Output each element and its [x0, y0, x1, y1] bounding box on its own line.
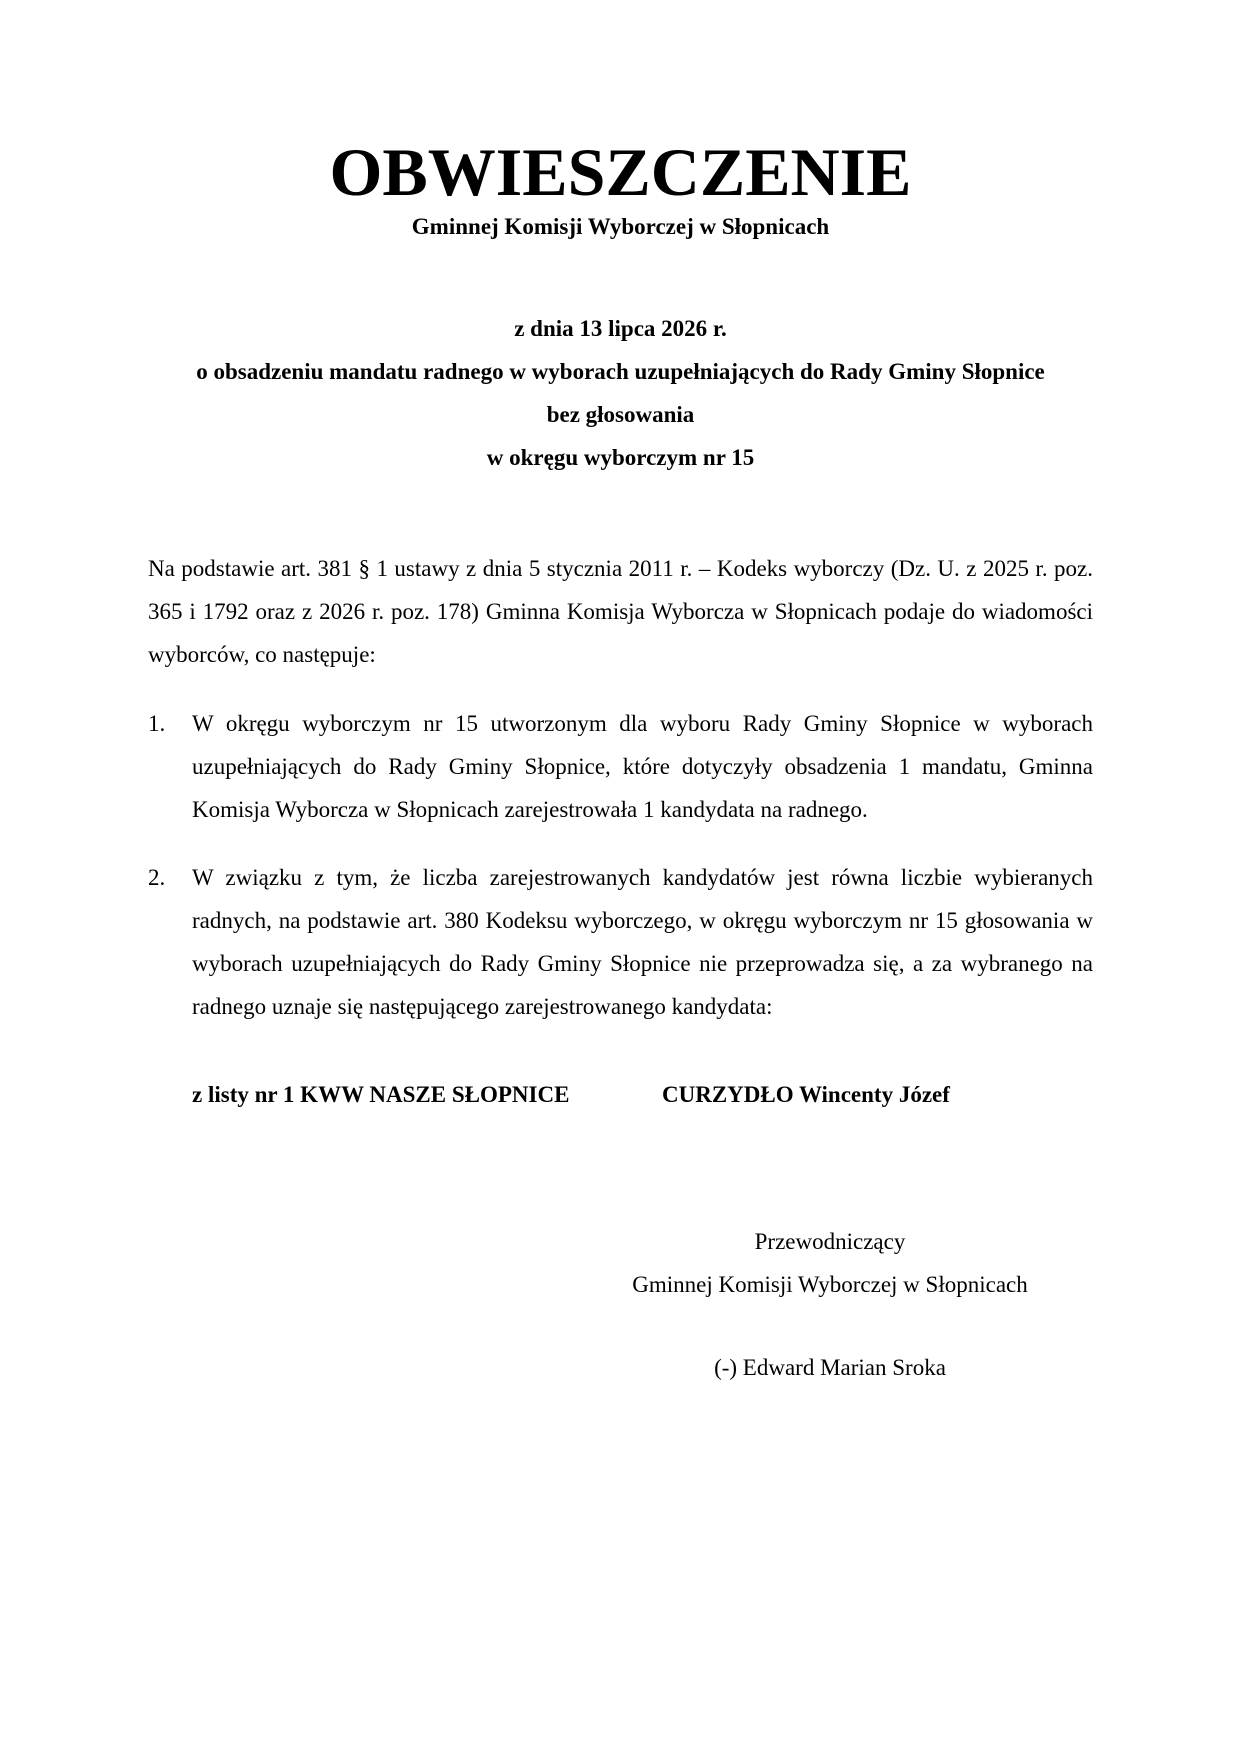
date-line: z dnia 13 lipca 2026 r. [514, 316, 727, 341]
document-title: OBWIESZCZENIE [329, 134, 912, 210]
document-subtitle: Gminnej Komisji Wyborczej w Słopnicach [411, 214, 830, 239]
subject-line-3: w okręgu wyborczym nr 15 [486, 445, 755, 470]
item-2-text: W związku z tym, że liczba zarejestrowanych kandydatów jest równa liczbie wybieranych radnych, na podstawie art. 380 Kodeksu wyborczego, w okręgu wyborczym nr 15 głosowania w wyborach uzupełniających do Rady Gminy Słopnice nie przeprowadza się, a za wybranego na radnego uznaje się następującego zarejestrowanego kandydata: [192, 865, 1093, 1019]
signature-name: (-) Edward Marian Sroka [714, 1355, 946, 1380]
item-1-text: W okręgu wyborczym nr 15 utworzonym dla wyboru Rady Gminy Słopnice w wyborach uzupełniających do Rady Gminy Słopnice, które dotyczyły obsadzenia 1 mandatu, Gminna Komisja Wyborcza w Słopnicach zarejestrowała 1 kandydata na radnego. [192, 711, 1093, 822]
intro-paragraph: Na podstawie art. 381 § 1 ustawy z dnia 5 stycznia 2011 r. – Kodeks wyborczy (Dz. U. z 2025 r. poz. 365 i 1792 oraz z 2026 r. poz. 178) Gminna Komisja Wyborcza w Słopnicach podaje do wiadomości wyborców, co następuje: [148, 556, 1093, 667]
subject-line-1: o obsadzeniu mandatu radnego w wyborach uzupełniających do Rady Gminy Słopnice [196, 359, 1045, 384]
item-1-number: 1. [148, 711, 166, 736]
candidate-name: CURZYDŁO Wincenty Józef [662, 1082, 950, 1107]
subject-line-2: bez głosowania [546, 402, 695, 427]
candidate-list: z listy nr 1 KWW NASZE SŁOPNICE [192, 1082, 570, 1107]
signature-role: Przewodniczący [754, 1229, 906, 1254]
signature-body: Gminnej Komisji Wyborczej w Słopnicach [632, 1272, 1028, 1297]
item-2-number: 2. [148, 865, 166, 890]
